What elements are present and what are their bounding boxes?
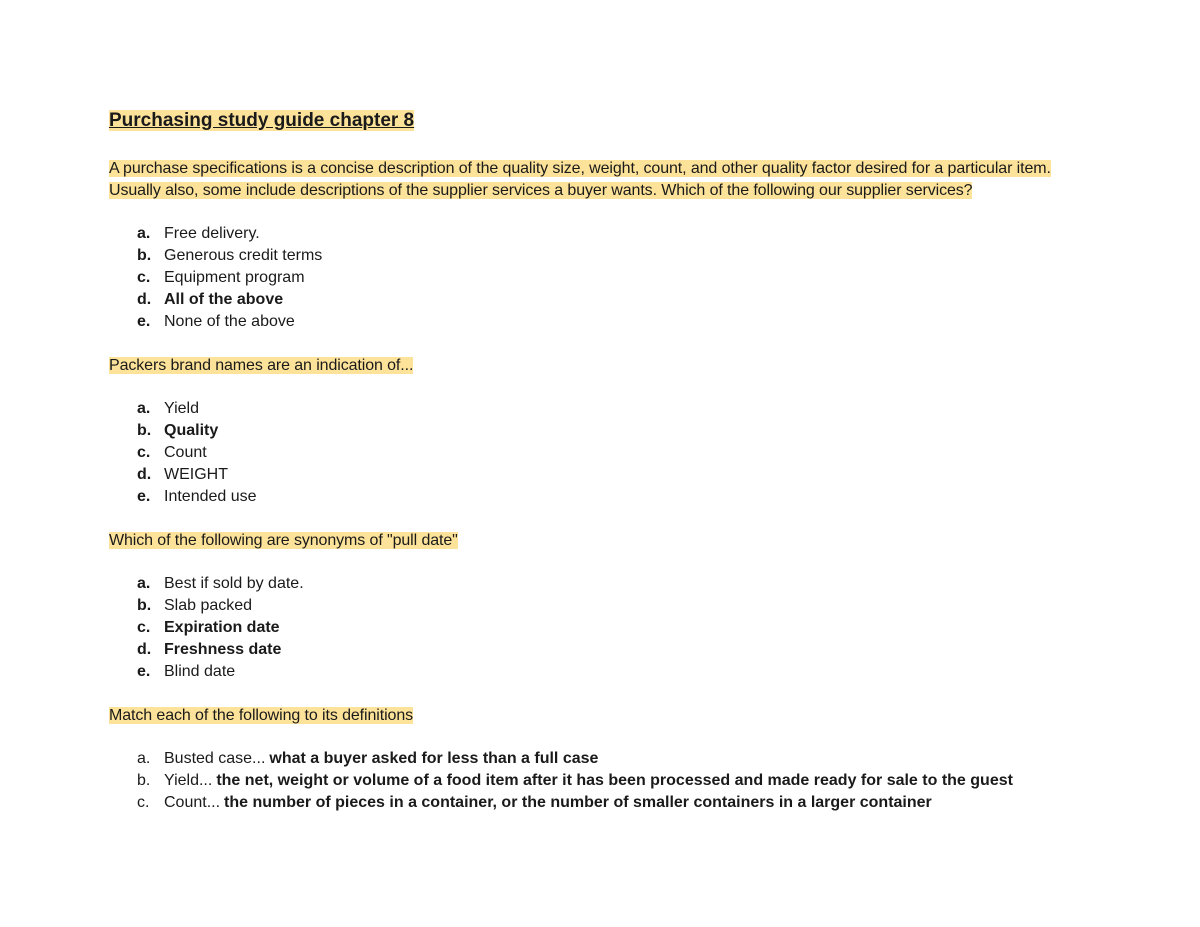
question-text: Packers brand names are an indication of... [109,357,414,374]
option-marker: d. [137,641,152,658]
question-3 [109,530,1089,683]
question-2 [109,355,1089,508]
option-marker: d. [137,291,152,308]
match-term: Yield... [164,772,213,789]
list-item [137,770,1089,792]
option-text: Generous credit terms [164,247,323,264]
option-text-answer: Quality [164,422,219,439]
question-1 [109,158,1089,333]
option-text: Blind date [164,663,236,680]
option-marker: e. [137,488,151,505]
page-title: Purchasing study guide chapter 8 [109,110,415,131]
options-list [109,573,1089,683]
option-text-answer: Freshness date [164,641,282,658]
list-item [137,267,1089,289]
option-marker: a. [137,225,151,242]
list-item [137,792,1089,814]
list-item [137,486,1089,508]
match-term: Count... [164,794,221,811]
option-marker: a. [137,750,151,767]
match-definition: the number of pieces in a container, or the number of smaller containers in a larger container [224,794,932,811]
options-list [109,223,1089,333]
option-marker: a. [137,400,151,417]
option-marker: c. [137,619,151,636]
option-marker: c. [137,269,151,286]
question-text: Which of the following are synonyms of "pull date" [109,532,458,549]
option-text: Yield [164,400,199,417]
question-prompt [109,530,1089,552]
option-text: WEIGHT [164,466,228,483]
option-marker: c. [137,444,151,461]
list-item [137,595,1089,617]
match-definition: what a buyer asked for less than a full case [269,750,599,767]
option-text: Count [164,444,207,461]
option-marker: c. [137,794,150,811]
list-item [137,311,1089,333]
option-text: Slab packed [164,597,253,614]
list-item [137,245,1089,267]
question-text: A purchase specifications is a concise description of the quality size, weight, count, and other quality factor desired for a particular item. Usually also, some include descriptions of the supplier services a buyer wants. Which of the following our supplier services? [109,160,1051,199]
option-text: None of the above [164,313,295,330]
option-text: Equipment program [164,269,305,286]
option-text-answer: Expiration date [164,619,280,636]
option-text: Best if sold by date. [164,575,304,592]
question-prompt [109,158,1089,202]
list-item [137,223,1089,245]
options-list [109,398,1089,508]
list-item [137,398,1089,420]
option-marker: b. [137,247,152,264]
option-text-answer: All of the above [164,291,284,308]
option-marker: b. [137,772,151,789]
option-marker: e. [137,313,151,330]
list-item [137,420,1089,442]
question-4 [109,705,1089,814]
option-text: Free delivery. [164,225,260,242]
title-row [109,108,1089,134]
match-term: Busted case... [164,750,266,767]
option-marker: b. [137,597,152,614]
question-prompt [109,705,1089,727]
option-marker: b. [137,422,152,439]
list-item [137,442,1089,464]
option-marker: e. [137,663,151,680]
list-item [137,748,1089,770]
list-item [137,464,1089,486]
list-item [137,617,1089,639]
question-text: Match each of the following to its definitions [109,707,414,724]
list-item [137,639,1089,661]
question-prompt [109,355,1089,377]
option-marker: d. [137,466,152,483]
option-marker: a. [137,575,151,592]
list-item [137,289,1089,311]
matches-list [109,748,1089,814]
document-page [109,108,1089,814]
list-item [137,573,1089,595]
list-item [137,661,1089,683]
match-definition: the net, weight or volume of a food item after it has been processed and made ready for sale to the guest [216,772,1013,789]
option-text: Intended use [164,488,257,505]
